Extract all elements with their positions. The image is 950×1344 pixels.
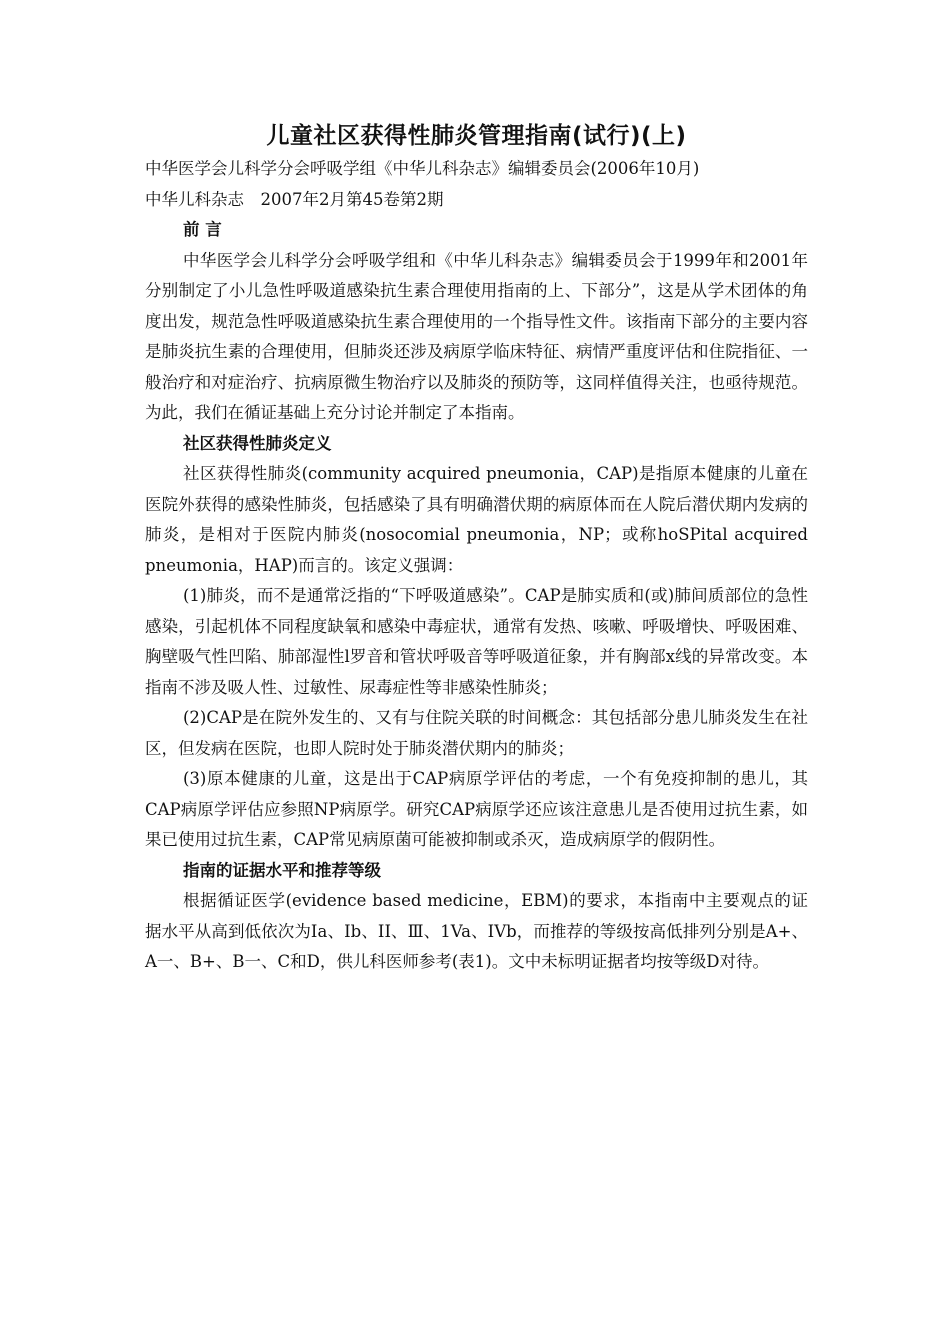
- section-heading-evidence-levels: 指南的证据水平和推荐等级: [183, 860, 381, 880]
- source-line: 中华医学会儿科学分会呼吸学组《中华儿科杂志》编辑委员会(2006年10月): [145, 159, 700, 178]
- cap-point-3-paragraph: (3)原本健康的儿童，这是出于CAP病原学评估的考虑，一个有免疫抑制的患儿，其CAP病原学评估应参照NP病原学。研究CAP病原学还应该注意患儿是否使用过抗生素，如果已使用过抗生素，CAP常见病原菌可能被抑制或杀灭，造成病原学的假阴性。: [145, 769, 808, 849]
- journal-line: 中华儿科杂志 2007年2月第45卷第2期: [145, 189, 444, 209]
- evidence-levels-paragraph: 根据循证医学(evidence based medicine，EBM)的要求，本指南中主要观点的证据水平从高到低依次为Ⅰa、Ⅰb、II、Ⅲ、1Va、IVb，而推荐的等级按高低排列分别是A+、A一、B+、B一、C和D，供儿科医师参考(表1)。文中未标明证据者均按等级D对待。: [145, 891, 808, 971]
- section-heading-preface: 前 言: [183, 220, 222, 239]
- cap-point-1-paragraph: (1)肺炎，而不是通常泛指的“下呼吸道感染”。CAP是肺实质和(或)肺间质部位的急性感染，引起机体不同程度缺氧和感染中毒症状，通常有发热、咳嗽、呼吸增快、呼吸困难、胸壁吸气性凹陷、肺部湿性l罗音和管状呼吸音等呼吸道征象，并有胸部x线的异常改变。本指南不涉及吸人性、过敏性、尿毒症性等非感染性肺炎；: [145, 586, 808, 697]
- cap-definition-paragraph: 社区获得性肺炎(community acquired pneumonia，CAP)是指原本健康的儿童在医院外获得的感染性肺炎，包括感染了具有明确潜伏期的病原体而在人院后潜伏期内发病的肺炎，是相对于医院内肺炎(nosocomial pneumonia，NP；或称hoSPital acquired pneumonia，HAP)而言的。该定义强调：: [145, 464, 808, 575]
- preface-paragraph: 中华医学会儿科学分会呼吸学组和《中华儿科杂志》编辑委员会于1999年和2001年分别制定了小儿急性呼吸道感染抗生素合理使用指南的上、下部分”，这是从学术团体的角度出发，规范急性呼吸道感染抗生素合理使用的一个指导性文件。该指南下部分的主要内容是肺炎抗生素的合理使用，但肺炎还涉及病原学临床特征、病情严重度评估和住院指征、一般治疗和对症治疗、抗病原微生物治疗以及肺炎的预防等，这同样值得关注，也亟待规范。为此，我们在循证基础上充分讨论并制定了本指南。: [145, 250, 808, 422]
- cap-point-2-paragraph: (2)CAP是在院外发生的、又有与住院关联的时间概念：其包括部分患儿肺炎发生在社区，但发病在医院，也即人院时处于肺炎潜伏期内的肺炎；: [145, 708, 808, 758]
- document-title: 儿童社区获得性肺炎管理指南(试行)(上): [266, 123, 687, 149]
- document-column: [145, 118, 808, 978]
- section-heading-cap-definition: 社区获得性肺炎定义: [183, 433, 332, 453]
